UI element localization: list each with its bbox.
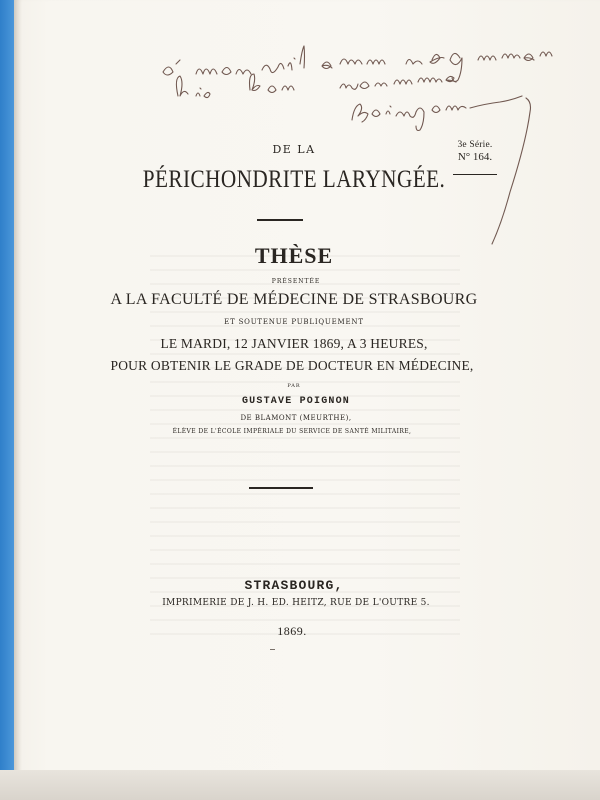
these-heading: THÈSE — [254, 243, 334, 268]
author-origin: DE BLAMONT (MEURTHE), — [240, 414, 352, 422]
page-edge-shadow — [14, 0, 22, 790]
table-surface — [0, 770, 600, 800]
author-name: GUSTAVE POIGNON — [241, 396, 350, 407]
imprint-city: STRASBOURG, — [244, 578, 344, 593]
thesis-number: N° 164. — [457, 151, 493, 163]
degree-line: POUR OBTENIR LE GRADE DE DOCTEUR EN MÉDECINE, — [110, 358, 474, 373]
defense-line: ET SOUTENUE PUBLIQUEMENT — [224, 318, 364, 326]
faculty-line: A LA FACULTÉ DE MÉDECINE DE STRASBOURG — [110, 291, 478, 308]
author-affiliation: ÉLÈVE DE L'ÉCOLE IMPÉRIALE DU SERVICE DE SANTÉ MILITAIRE, — [172, 428, 412, 435]
by-line: PAR — [287, 383, 301, 389]
imprint-year: 1869. — [277, 624, 307, 638]
presentee-line: PRÉSENTÉE — [271, 278, 321, 285]
section-divider — [249, 487, 313, 489]
title-preposition: DE LA — [272, 143, 316, 156]
series-label: 3e Série. — [457, 140, 493, 150]
thesis-title: PÉRICHONDRITE LARYNGÉE. — [142, 166, 446, 193]
imprint-printer: IMPRIMERIE DE J. H. ED. HEITZ, RUE DE L'OUTRE 5. — [162, 598, 430, 608]
date-line: LE MARDI, 12 JANVIER 1869, A 3 HEURES, — [160, 336, 428, 351]
title-divider — [257, 219, 303, 221]
page-mark — [270, 649, 275, 650]
